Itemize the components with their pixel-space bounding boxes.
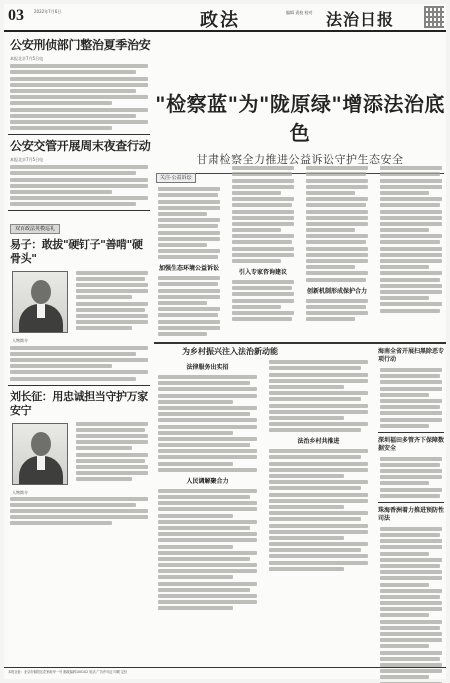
profile-headline-1: 易子：敢拔"硬钉子"善啃"硬骨头"	[10, 238, 143, 266]
text-line	[10, 509, 148, 513]
main-subheadline: 甘肃检察全力推进公益诉讼守护生态安全	[196, 153, 404, 166]
divider	[378, 432, 444, 433]
main-col-3	[302, 164, 372, 346]
side-headline-3: 珠海香洲着力推进预防性司法	[378, 506, 445, 522]
main-article	[154, 34, 446, 679]
text-line	[10, 108, 148, 112]
lower-col-1	[154, 358, 261, 674]
text-line	[10, 346, 148, 350]
text-line	[10, 101, 112, 105]
newspaper-page	[4, 4, 446, 679]
text-line	[10, 89, 136, 93]
topic-tag: 关注·公益诉讼	[156, 173, 196, 183]
text-line	[10, 165, 148, 169]
text-line	[10, 184, 148, 188]
text-line	[10, 358, 148, 362]
subhead: 引入专家咨询建议	[238, 269, 287, 276]
divider	[8, 134, 150, 135]
second-headline: 为乡村振兴注入法治新动能	[182, 347, 278, 356]
subhead: 法治乡村共推进	[297, 438, 340, 446]
subhead: 人民调解聚合力	[186, 477, 229, 485]
photo-caption: 人物简介	[12, 489, 28, 495]
profile-text	[72, 420, 152, 488]
portrait-photo	[12, 423, 68, 485]
lower-col-2	[265, 358, 372, 674]
section-title: 政法	[200, 10, 240, 31]
column-badge: 双百政法英模巡礼	[10, 224, 60, 234]
text-line	[10, 364, 112, 368]
divider	[8, 385, 150, 386]
text-line	[10, 370, 148, 374]
profile-block-1	[6, 268, 152, 336]
text-line	[10, 70, 136, 74]
masthead	[4, 4, 446, 32]
text-line	[10, 95, 148, 99]
text-line	[10, 126, 112, 130]
text-line	[10, 178, 148, 182]
portrait-photo	[12, 271, 68, 333]
text-line	[10, 503, 136, 507]
left-column	[6, 36, 152, 676]
headline-left-2: 公安交管开展周末夜查行动	[10, 139, 151, 154]
subhead: 法律服务出实招	[186, 364, 229, 371]
main-col-4	[376, 164, 446, 346]
page-number: 03	[8, 7, 24, 24]
profile-headline-2: 刘长征：用忠诚担当守护万家安宁	[10, 389, 148, 417]
profile-text	[72, 268, 152, 336]
text-line	[10, 77, 148, 81]
main-col-1	[154, 164, 224, 346]
photo-caption: 人物简介	[12, 338, 28, 344]
main-headline: "检察蓝"为"陇原绿"增添法治底色	[155, 92, 445, 145]
side-headline-2: 深圳福田多管齐下保障数据安全	[378, 436, 445, 452]
side-headline-1: 海南全省开展扫黑除恶专项行动	[378, 348, 445, 363]
text-line	[10, 515, 148, 519]
text-line	[10, 190, 112, 194]
editors-line: 编辑 责校 校对	[286, 10, 313, 15]
subhead: 创新机制形成保护合力	[306, 287, 367, 295]
text-line	[10, 521, 112, 525]
text-line	[10, 64, 148, 68]
right-sidebar	[376, 344, 446, 674]
byline: 本报北京7月5日电	[10, 56, 44, 61]
subhead: 加强生态环境公益诉讼	[158, 265, 219, 273]
main-col-2	[228, 164, 298, 346]
profile-block-2	[6, 420, 152, 488]
text-line	[10, 497, 148, 501]
qr-code-icon	[424, 6, 444, 28]
text-line	[10, 83, 148, 87]
headline-left-1: 公安刑侦部门整治夏季治安	[10, 38, 151, 52]
newspaper-logo: 法治日报	[326, 10, 395, 29]
date-line: 2022年7月6日	[34, 9, 62, 14]
byline: 本报北京7月5日电	[10, 157, 44, 163]
text-line	[10, 114, 136, 118]
footer: 本报社址：北京市朝阳区花家地甲一号 邮政编码100102 电话 广告许可证 印刷 定价	[4, 667, 446, 679]
main-columns	[154, 164, 446, 346]
text-line	[10, 377, 136, 381]
text-line	[10, 120, 148, 124]
text-line	[10, 171, 136, 175]
text-line	[10, 352, 136, 356]
divider	[8, 210, 150, 211]
text-line	[10, 202, 136, 206]
text-line	[10, 196, 148, 200]
divider	[378, 502, 444, 503]
